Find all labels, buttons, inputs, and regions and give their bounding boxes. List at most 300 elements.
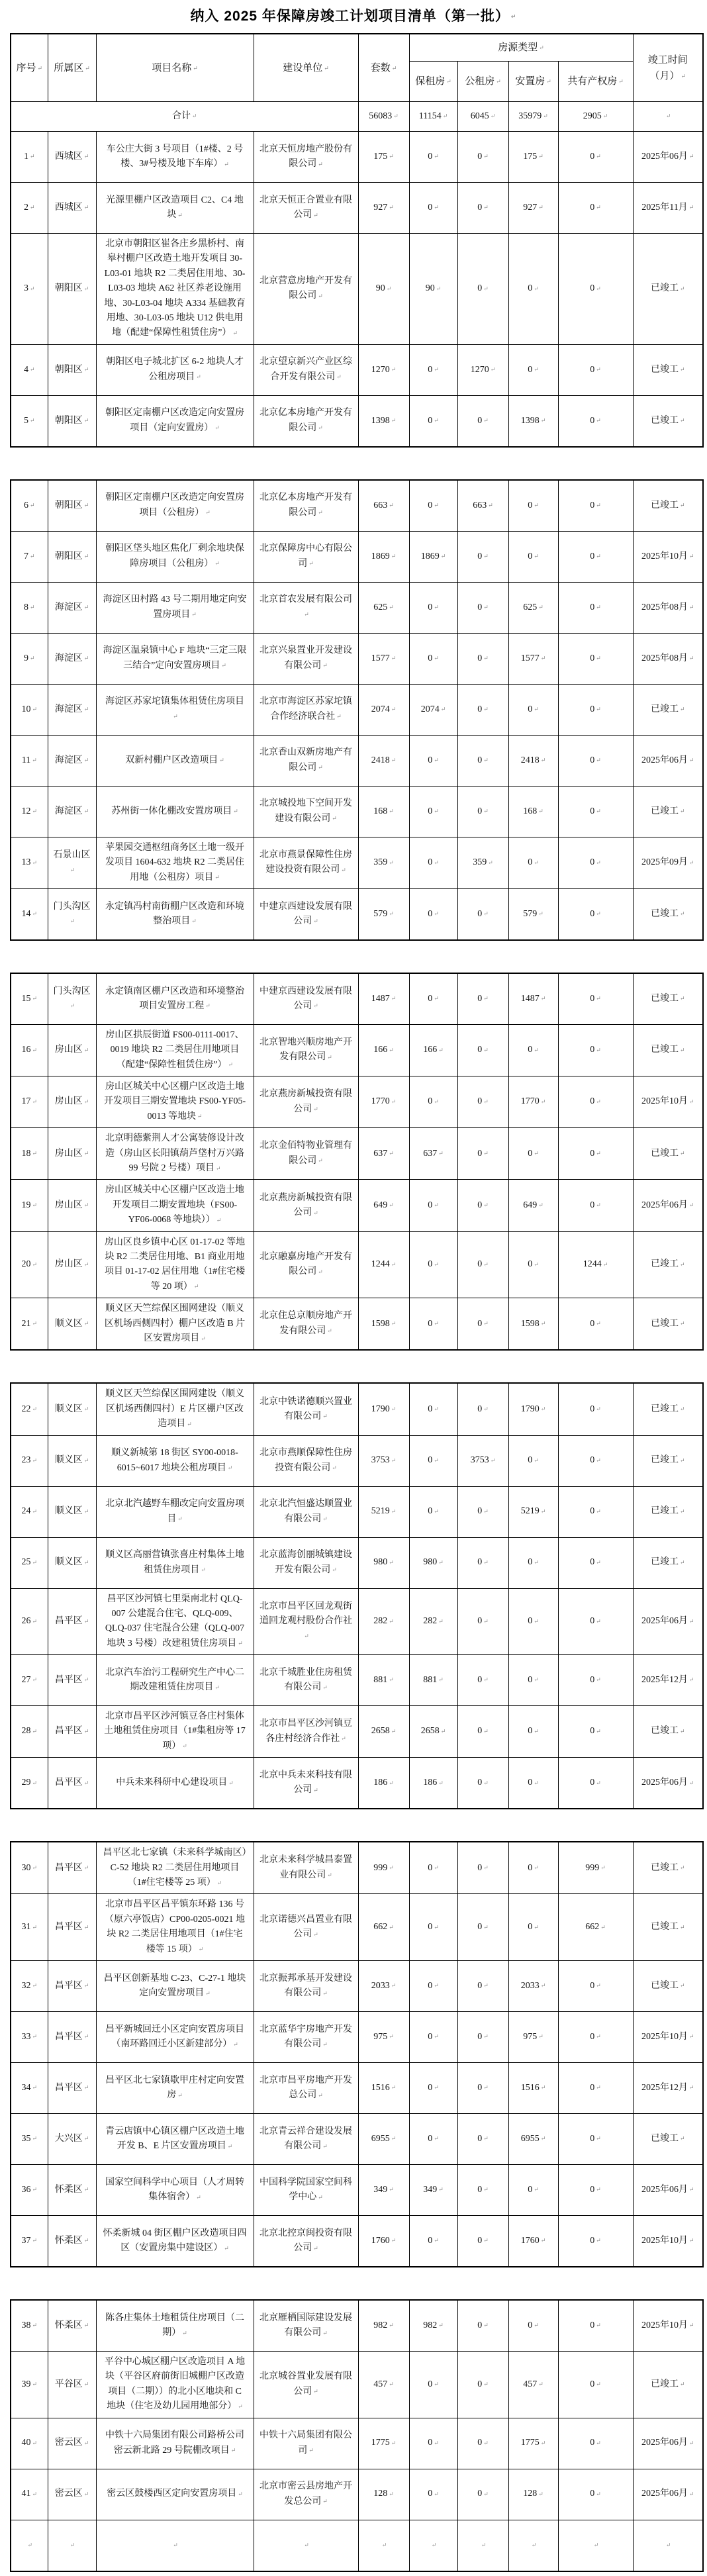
cell-project-text: 永定镇冯村南街棚户区改造和环境整治项目 bbox=[105, 901, 244, 926]
paragraph-mark: ↵ bbox=[83, 417, 89, 424]
paragraph-mark: ↵ bbox=[440, 553, 446, 560]
cell-affordable-rental-text: 0 bbox=[428, 1862, 433, 1873]
cell-affordable-rental-text: 0 bbox=[428, 653, 433, 663]
paragraph-mark: ↵ bbox=[389, 204, 394, 211]
cell-resettlement bbox=[508, 2520, 558, 2571]
paragraph-mark: ↵ bbox=[434, 366, 439, 373]
cell-developer-text: 北京望京新兴产业区综合开发有限公司 bbox=[259, 357, 352, 382]
cell-shared-ownership bbox=[558, 1706, 633, 1758]
paragraph-mark: ↵ bbox=[227, 1464, 233, 1472]
cell-resettlement-text: 0 bbox=[528, 2320, 533, 2330]
cell-shared-ownership bbox=[558, 1435, 633, 1486]
cell-project bbox=[96, 183, 254, 234]
cell-district-text: 海淀区 bbox=[54, 806, 83, 816]
cell-developer bbox=[254, 395, 358, 447]
paragraph-mark: ↵ bbox=[596, 757, 601, 764]
paragraph-mark: ↵ bbox=[483, 2237, 489, 2244]
cell-seq bbox=[11, 2469, 48, 2520]
cell-developer bbox=[254, 1894, 358, 1961]
cell-completion-text: 已竣工 bbox=[650, 1404, 679, 1414]
table-row bbox=[11, 735, 703, 786]
cell-project bbox=[96, 888, 254, 940]
cell-public-rental bbox=[457, 1588, 508, 1655]
paragraph-mark: ↵ bbox=[224, 160, 229, 167]
paragraph-mark: ↵ bbox=[438, 1617, 444, 1625]
cell-affordable-rental-text: 0 bbox=[428, 2082, 433, 2093]
cell-district bbox=[48, 1180, 96, 1231]
cell-public-rental-text: 0 bbox=[477, 283, 483, 294]
paragraph-mark: ↵ bbox=[177, 211, 183, 218]
cell-seq-text: 3 bbox=[23, 283, 28, 294]
cell-resettlement-text: 5219 bbox=[520, 1506, 540, 1517]
paragraph-mark: ↵ bbox=[534, 1046, 539, 1053]
paragraph-mark: ↵ bbox=[596, 1320, 601, 1327]
cell-total-units-text: 649 bbox=[373, 1200, 388, 1210]
paragraph-mark: ↵ bbox=[193, 1283, 199, 1290]
paragraph-mark: ↵ bbox=[688, 859, 694, 866]
cell-shared-ownership-text: 0 bbox=[590, 2133, 595, 2144]
cell-shared-ownership-text: 0 bbox=[590, 2489, 595, 2499]
paragraph-mark: ↵ bbox=[483, 604, 489, 611]
cell-resettlement bbox=[508, 344, 558, 395]
cell-completion bbox=[633, 480, 703, 532]
paragraph-mark: ↵ bbox=[481, 2541, 487, 2548]
paragraph-mark: ↵ bbox=[679, 1320, 685, 1327]
cell-resettlement-text: 927 bbox=[523, 202, 538, 213]
cell-district-text: 石景山区 bbox=[53, 849, 91, 860]
cell-total-units-text: 881 bbox=[373, 1674, 388, 1685]
cell-resettlement bbox=[508, 1486, 558, 1537]
paragraph-mark: ↵ bbox=[238, 2403, 243, 2410]
cell-public-rental bbox=[457, 1298, 508, 1351]
paragraph-mark: ↵ bbox=[596, 153, 601, 160]
paragraph-mark: ↵ bbox=[32, 2033, 38, 2040]
cell-resettlement-text: 168 bbox=[523, 806, 538, 816]
cell-affordable-rental-text: 0 bbox=[428, 364, 433, 375]
cell-district bbox=[48, 633, 96, 684]
paragraph-mark: ↵ bbox=[389, 1202, 394, 1209]
table-row bbox=[11, 1655, 703, 1706]
cell-resettlement bbox=[508, 786, 558, 837]
paragraph-mark: ↵ bbox=[434, 2135, 439, 2142]
paragraph-mark: ↵ bbox=[228, 1061, 233, 1069]
cell-total-units bbox=[358, 2011, 409, 2062]
paragraph-mark: ↵ bbox=[191, 611, 197, 618]
cell-public-rental-text: 0 bbox=[477, 1506, 483, 1517]
cell-seq-text: 31 bbox=[21, 1921, 31, 1932]
paragraph-mark: ↵ bbox=[688, 655, 694, 662]
cell-developer-text: 北京亿本房地产开发有限公司 bbox=[259, 408, 352, 433]
cell-shared-ownership bbox=[558, 735, 633, 786]
cell-seq bbox=[11, 344, 48, 395]
cell-shared-ownership-text: 0 bbox=[590, 2031, 595, 2042]
cell-resettlement-text: 1770 bbox=[520, 1096, 540, 1107]
total-resettlement-text: 35979 bbox=[518, 111, 542, 121]
paragraph-mark: ↵ bbox=[483, 655, 489, 662]
paragraph-mark: ↵ bbox=[679, 2135, 685, 2142]
paragraph-mark: ↵ bbox=[313, 2388, 318, 2395]
header-units bbox=[358, 34, 409, 102]
paragraph-mark: ↵ bbox=[596, 285, 601, 292]
total-completion bbox=[633, 102, 703, 132]
cell-affordable-rental-text: 186 bbox=[423, 1778, 438, 1788]
paragraph-mark: ↵ bbox=[688, 1676, 694, 1684]
paragraph-mark: ↵ bbox=[83, 2084, 89, 2091]
cell-district bbox=[48, 1383, 96, 1435]
paragraph-mark: ↵ bbox=[483, 2439, 489, 2446]
paragraph-mark: ↵ bbox=[534, 1261, 539, 1268]
cell-district-text: 昌平区 bbox=[54, 1921, 83, 1932]
cell-project-text: 永定镇南区棚户区改造和环境整治项目安置房工程 bbox=[105, 986, 244, 1011]
cell-shared-ownership-text: 0 bbox=[590, 500, 595, 510]
cell-seq-text: 38 bbox=[21, 2320, 31, 2330]
paragraph-mark: ↵ bbox=[32, 1923, 38, 1931]
cell-developer-text: 北京兴泉置业开发建设有限公司 bbox=[259, 645, 352, 671]
paragraph-mark: ↵ bbox=[483, 2084, 489, 2091]
cell-total-units bbox=[358, 1842, 409, 1894]
cell-public-rental bbox=[457, 1758, 508, 1809]
cell-completion bbox=[633, 1180, 703, 1231]
paragraph-mark: ↵ bbox=[83, 1406, 89, 1413]
paragraph-mark: ↵ bbox=[596, 655, 601, 662]
paragraph-mark: ↵ bbox=[391, 1261, 397, 1268]
cell-resettlement-text: 649 bbox=[523, 1200, 538, 1210]
cell-public-rental bbox=[457, 2469, 508, 2520]
cell-developer bbox=[254, 1655, 358, 1706]
cell-project bbox=[96, 234, 254, 345]
paragraph-mark: ↵ bbox=[434, 2490, 439, 2497]
paragraph-mark: ↵ bbox=[29, 655, 35, 662]
cell-public-rental bbox=[457, 2300, 508, 2352]
paragraph-mark: ↵ bbox=[665, 113, 671, 120]
paragraph-mark: ↵ bbox=[438, 2322, 444, 2329]
table-row bbox=[11, 2011, 703, 2062]
cell-seq-text: 41 bbox=[21, 2489, 31, 2499]
paragraph-mark: ↵ bbox=[679, 2381, 685, 2388]
cell-public-rental-text: 0 bbox=[477, 1616, 483, 1627]
cell-affordable-rental-text: 90 bbox=[425, 283, 435, 294]
cell-seq-text: 30 bbox=[21, 1862, 31, 1873]
paragraph-mark: ↵ bbox=[83, 2237, 89, 2244]
cell-seq bbox=[11, 132, 48, 183]
cell-affordable-rental-text: 0 bbox=[428, 1455, 433, 1466]
cell-resettlement bbox=[508, 1076, 558, 1128]
paragraph-mark: ↵ bbox=[483, 285, 489, 292]
cell-project-text: 北京北汽越野车棚改定向安置房项目 bbox=[105, 1499, 244, 1524]
cell-affordable-rental bbox=[409, 2062, 457, 2113]
cell-public-rental bbox=[457, 1231, 508, 1298]
cell-public-rental-text: 0 bbox=[477, 1726, 483, 1737]
cell-resettlement bbox=[508, 1298, 558, 1351]
paragraph-mark: ↵ bbox=[534, 1779, 539, 1786]
cell-resettlement bbox=[508, 2418, 558, 2469]
cell-developer-text: 北京香山双新房地产有限公司 bbox=[259, 747, 352, 773]
cell-shared-ownership-text: 662 bbox=[585, 1921, 600, 1932]
paragraph-mark: ↵ bbox=[540, 2135, 546, 2142]
cell-district bbox=[48, 2113, 96, 2164]
cell-completion-text: 已竣工 bbox=[650, 1980, 679, 1991]
cell-total-units bbox=[358, 1758, 409, 1809]
paragraph-mark: ↵ bbox=[83, 2322, 89, 2329]
cell-public-rental-text: 0 bbox=[477, 993, 483, 1004]
paragraph-mark: ↵ bbox=[233, 2040, 238, 2048]
paragraph-mark: ↵ bbox=[446, 78, 451, 85]
paragraph-mark: ↵ bbox=[679, 995, 685, 1002]
paragraph-mark: ↵ bbox=[313, 1106, 318, 1113]
paragraph-mark: ↵ bbox=[434, 2084, 439, 2091]
total-shared-ownership-text: 2905 bbox=[583, 111, 602, 121]
cell-affordable-rental-text: 0 bbox=[428, 2235, 433, 2246]
table-row bbox=[11, 2062, 703, 2113]
paragraph-mark: ↵ bbox=[391, 1728, 397, 1735]
cell-seq bbox=[11, 2351, 48, 2418]
cell-public-rental bbox=[457, 1128, 508, 1180]
cell-district-text: 顺义区 bbox=[54, 1506, 83, 1517]
paragraph-mark: ↵ bbox=[32, 1456, 38, 1464]
cell-public-rental bbox=[457, 2164, 508, 2215]
paragraph-mark: ↵ bbox=[539, 44, 544, 52]
cell-district bbox=[48, 973, 96, 1025]
cell-resettlement bbox=[508, 2113, 558, 2164]
cell-seq bbox=[11, 1435, 48, 1486]
paragraph-mark: ↵ bbox=[389, 1617, 394, 1625]
paragraph-mark: ↵ bbox=[431, 2541, 437, 2548]
paragraph-mark: ↵ bbox=[540, 1507, 546, 1515]
cell-district-text: 昌平区 bbox=[54, 1862, 83, 1873]
cell-affordable-rental-text: 0 bbox=[428, 1318, 433, 1329]
cell-shared-ownership-text: 0 bbox=[590, 755, 595, 765]
paragraph-mark: ↵ bbox=[32, 1150, 38, 1157]
cell-district bbox=[48, 786, 96, 837]
paragraph-mark: ↵ bbox=[540, 995, 546, 1002]
projects-table-segment-4 bbox=[10, 1382, 704, 1809]
cell-seq-text: 28 bbox=[21, 1726, 31, 1737]
cell-project-text: 房山区城关中心区棚户区改造土地开发项目二期安置地块（FS00-YF06-0068 等地块）） bbox=[105, 1185, 244, 1225]
cell-total-units bbox=[358, 1076, 409, 1128]
paragraph-mark: ↵ bbox=[596, 2033, 601, 2040]
cell-affordable-rental bbox=[409, 2011, 457, 2062]
paragraph-mark: ↵ bbox=[32, 1864, 38, 1872]
paragraph-mark: ↵ bbox=[214, 1684, 220, 1691]
cell-affordable-rental bbox=[409, 1231, 457, 1298]
paragraph-mark: ↵ bbox=[391, 553, 397, 560]
paragraph-mark: ↵ bbox=[483, 1982, 489, 1989]
cell-affordable-rental bbox=[409, 2520, 457, 2571]
cell-resettlement-text: 0 bbox=[528, 551, 533, 561]
paragraph-mark: ↵ bbox=[32, 2186, 38, 2193]
paragraph-mark: ↵ bbox=[434, 204, 439, 211]
paragraph-mark: ↵ bbox=[538, 808, 543, 815]
cell-affordable-rental bbox=[409, 2164, 457, 2215]
cell-seq-text: 27 bbox=[21, 1674, 31, 1685]
cell-project bbox=[96, 1128, 254, 1180]
paragraph-mark: ↵ bbox=[434, 1320, 439, 1327]
table-row bbox=[11, 2351, 703, 2418]
cell-resettlement-text: 0 bbox=[528, 1259, 533, 1270]
paragraph-mark: ↵ bbox=[205, 1989, 211, 1997]
cell-project bbox=[96, 633, 254, 684]
paragraph-mark: ↵ bbox=[83, 1098, 89, 1106]
paragraph-mark: ↵ bbox=[434, 1923, 439, 1931]
header-housing-type-group-text: 房源类型 bbox=[498, 42, 538, 53]
cell-completion bbox=[633, 1024, 703, 1076]
paragraph-mark: ↵ bbox=[29, 553, 35, 560]
paragraph-mark: ↵ bbox=[32, 1617, 38, 1625]
table-row bbox=[11, 1960, 703, 2011]
paragraph-mark: ↵ bbox=[483, 1728, 489, 1735]
cell-project bbox=[96, 1588, 254, 1655]
cell-developer-text: 北京市燕顺保障性住房投资有限公司 bbox=[259, 1448, 352, 1473]
cell-completion-text: 2025年12月 bbox=[641, 2082, 688, 2093]
cell-district bbox=[48, 1435, 96, 1486]
header-public-rental bbox=[457, 62, 508, 102]
cell-shared-ownership-text: 0 bbox=[590, 2184, 595, 2195]
paragraph-mark: ↵ bbox=[490, 1456, 496, 1464]
paragraph-mark: ↵ bbox=[688, 2186, 694, 2193]
paragraph-mark: ↵ bbox=[332, 815, 337, 822]
paragraph-mark: ↵ bbox=[32, 1046, 38, 1053]
cell-total-units-text: 5219 bbox=[371, 1506, 390, 1517]
paragraph-mark: ↵ bbox=[322, 1413, 328, 1420]
cell-completion bbox=[633, 2215, 703, 2267]
cell-project-text: 车公庄大街 3 号项目（1#楼、2 号楼、3#号楼及地下车库） bbox=[106, 144, 244, 169]
paragraph-mark: ↵ bbox=[83, 285, 89, 292]
paragraph-mark: ↵ bbox=[389, 153, 394, 160]
cell-completion bbox=[633, 1298, 703, 1351]
paragraph-mark: ↵ bbox=[679, 706, 685, 713]
cell-developer bbox=[254, 1383, 358, 1435]
cell-affordable-rental-text: 0 bbox=[428, 1506, 433, 1517]
paragraph-mark: ↵ bbox=[434, 1864, 439, 1872]
table-row bbox=[11, 1435, 703, 1486]
paragraph-mark: ↵ bbox=[389, 1864, 394, 1872]
cell-project-text: 朝阳区电子城北扩区 6-2 地块人才公租房项目 bbox=[106, 357, 244, 382]
cell-public-rental bbox=[457, 531, 508, 582]
cell-resettlement-text: 0 bbox=[528, 1045, 533, 1055]
cell-public-rental-text: 0 bbox=[477, 2031, 483, 2042]
cell-seq bbox=[11, 1960, 48, 2011]
paragraph-mark: ↵ bbox=[679, 417, 685, 424]
cell-completion-text: 2025年06月 bbox=[641, 1200, 688, 1210]
paragraph-mark: ↵ bbox=[391, 757, 397, 764]
cell-completion bbox=[633, 183, 703, 234]
cell-public-rental-text: 0 bbox=[477, 1318, 483, 1329]
paragraph-mark: ↵ bbox=[483, 153, 489, 160]
paragraph-mark: ↵ bbox=[483, 1923, 489, 1931]
cell-total-units bbox=[358, 531, 409, 582]
cell-district bbox=[48, 888, 96, 940]
paragraph-mark: ↵ bbox=[434, 910, 439, 918]
cell-total-units-text: 927 bbox=[373, 202, 388, 213]
cell-shared-ownership-text: 0 bbox=[590, 1557, 595, 1568]
cell-affordable-rental bbox=[409, 2215, 457, 2267]
paragraph-mark: ↵ bbox=[688, 604, 694, 611]
cell-public-rental-text: 0 bbox=[477, 806, 483, 816]
cell-public-rental bbox=[457, 1076, 508, 1128]
cell-shared-ownership-text: 0 bbox=[590, 1726, 595, 1737]
cell-completion bbox=[633, 1960, 703, 2011]
paragraph-mark: ↵ bbox=[32, 1202, 38, 1209]
paragraph-mark: ↵ bbox=[327, 1327, 332, 1335]
cell-affordable-rental bbox=[409, 735, 457, 786]
cell-developer-text: 北京燕房新城投资有限公司 bbox=[259, 1089, 352, 1114]
cell-district bbox=[48, 2062, 96, 2113]
cell-district-text: 昌平区 bbox=[54, 1726, 83, 1737]
cell-project bbox=[96, 132, 254, 183]
cell-project bbox=[96, 786, 254, 837]
paragraph-mark: ↵ bbox=[438, 2186, 444, 2193]
paragraph-mark: ↵ bbox=[83, 604, 89, 611]
cell-developer bbox=[254, 2418, 358, 2469]
cell-developer-text: 北京市海淀区苏家坨镇合作经济联合社 bbox=[259, 696, 352, 722]
cell-affordable-rental bbox=[409, 973, 457, 1025]
cell-seq-text: 37 bbox=[21, 2235, 31, 2246]
cell-seq-text: 40 bbox=[21, 2438, 31, 2448]
cell-total-units bbox=[358, 480, 409, 532]
cell-shared-ownership-text: 0 bbox=[590, 551, 595, 561]
cell-seq-text: 11 bbox=[21, 755, 31, 765]
paragraph-mark: ↵ bbox=[596, 604, 601, 611]
cell-district-text: 朝阳区 bbox=[54, 500, 83, 510]
paragraph-mark: ↵ bbox=[679, 1046, 685, 1053]
cell-district-text: 门头沟区 bbox=[53, 901, 91, 912]
cell-affordable-rental bbox=[409, 1706, 457, 1758]
cell-developer bbox=[254, 2520, 358, 2571]
cell-shared-ownership-text: 0 bbox=[590, 704, 595, 714]
cell-district-text: 房山区 bbox=[54, 1148, 83, 1159]
paragraph-mark: ↵ bbox=[483, 2322, 489, 2329]
paragraph-mark: ↵ bbox=[438, 1046, 444, 1053]
cell-shared-ownership bbox=[558, 684, 633, 735]
cell-project-text: 昌平区北七家镇歇甲庄村定向安置房 bbox=[105, 2075, 244, 2100]
cell-project-text: 青云店镇中心镇区棚户区改造土地开发 B、E 片区安置房项目 bbox=[105, 2126, 244, 2151]
cell-shared-ownership bbox=[558, 2520, 633, 2571]
cell-shared-ownership bbox=[558, 2113, 633, 2164]
paragraph-mark: ↵ bbox=[83, 1617, 89, 1625]
cell-total-units bbox=[358, 1706, 409, 1758]
cell-district bbox=[48, 132, 96, 183]
cell-developer-text: 北京中铁诺德顺兴置业有限公司 bbox=[259, 1396, 352, 1421]
cell-public-rental bbox=[457, 2418, 508, 2469]
cell-resettlement bbox=[508, 2300, 558, 2352]
cell-resettlement bbox=[508, 1894, 558, 1961]
cell-affordable-rental bbox=[409, 1180, 457, 1231]
cell-affordable-rental bbox=[409, 633, 457, 684]
cell-shared-ownership bbox=[558, 395, 633, 447]
cell-seq bbox=[11, 2062, 48, 2113]
cell-affordable-rental bbox=[409, 1076, 457, 1128]
cell-developer-text: 北京燕房新城投资有限公司 bbox=[259, 1192, 352, 1217]
paragraph-mark: ↵ bbox=[32, 1261, 38, 1268]
cell-public-rental bbox=[457, 837, 508, 888]
paragraph-mark: ↵ bbox=[318, 509, 323, 516]
paragraph-mark: ↵ bbox=[483, 1202, 489, 1209]
cell-completion-text: 已竣工 bbox=[650, 1318, 679, 1329]
cell-total-units bbox=[358, 2215, 409, 2267]
paragraph-mark: ↵ bbox=[596, 706, 601, 713]
cell-developer bbox=[254, 1180, 358, 1231]
cell-total-units bbox=[358, 2300, 409, 2352]
cell-total-units bbox=[358, 2469, 409, 2520]
paragraph-mark: ↵ bbox=[596, 1728, 601, 1735]
total-public-rental-text: 6045 bbox=[470, 111, 489, 121]
paragraph-mark: ↵ bbox=[438, 1558, 444, 1566]
cell-district-text: 房山区 bbox=[54, 1045, 83, 1055]
cell-developer bbox=[254, 183, 358, 234]
cell-resettlement bbox=[508, 395, 558, 447]
cell-affordable-rental-text: 881 bbox=[423, 1674, 438, 1685]
cell-developer-text: 北京市昌平区回龙观街道回龙观村股份合作社 bbox=[259, 1601, 352, 1627]
